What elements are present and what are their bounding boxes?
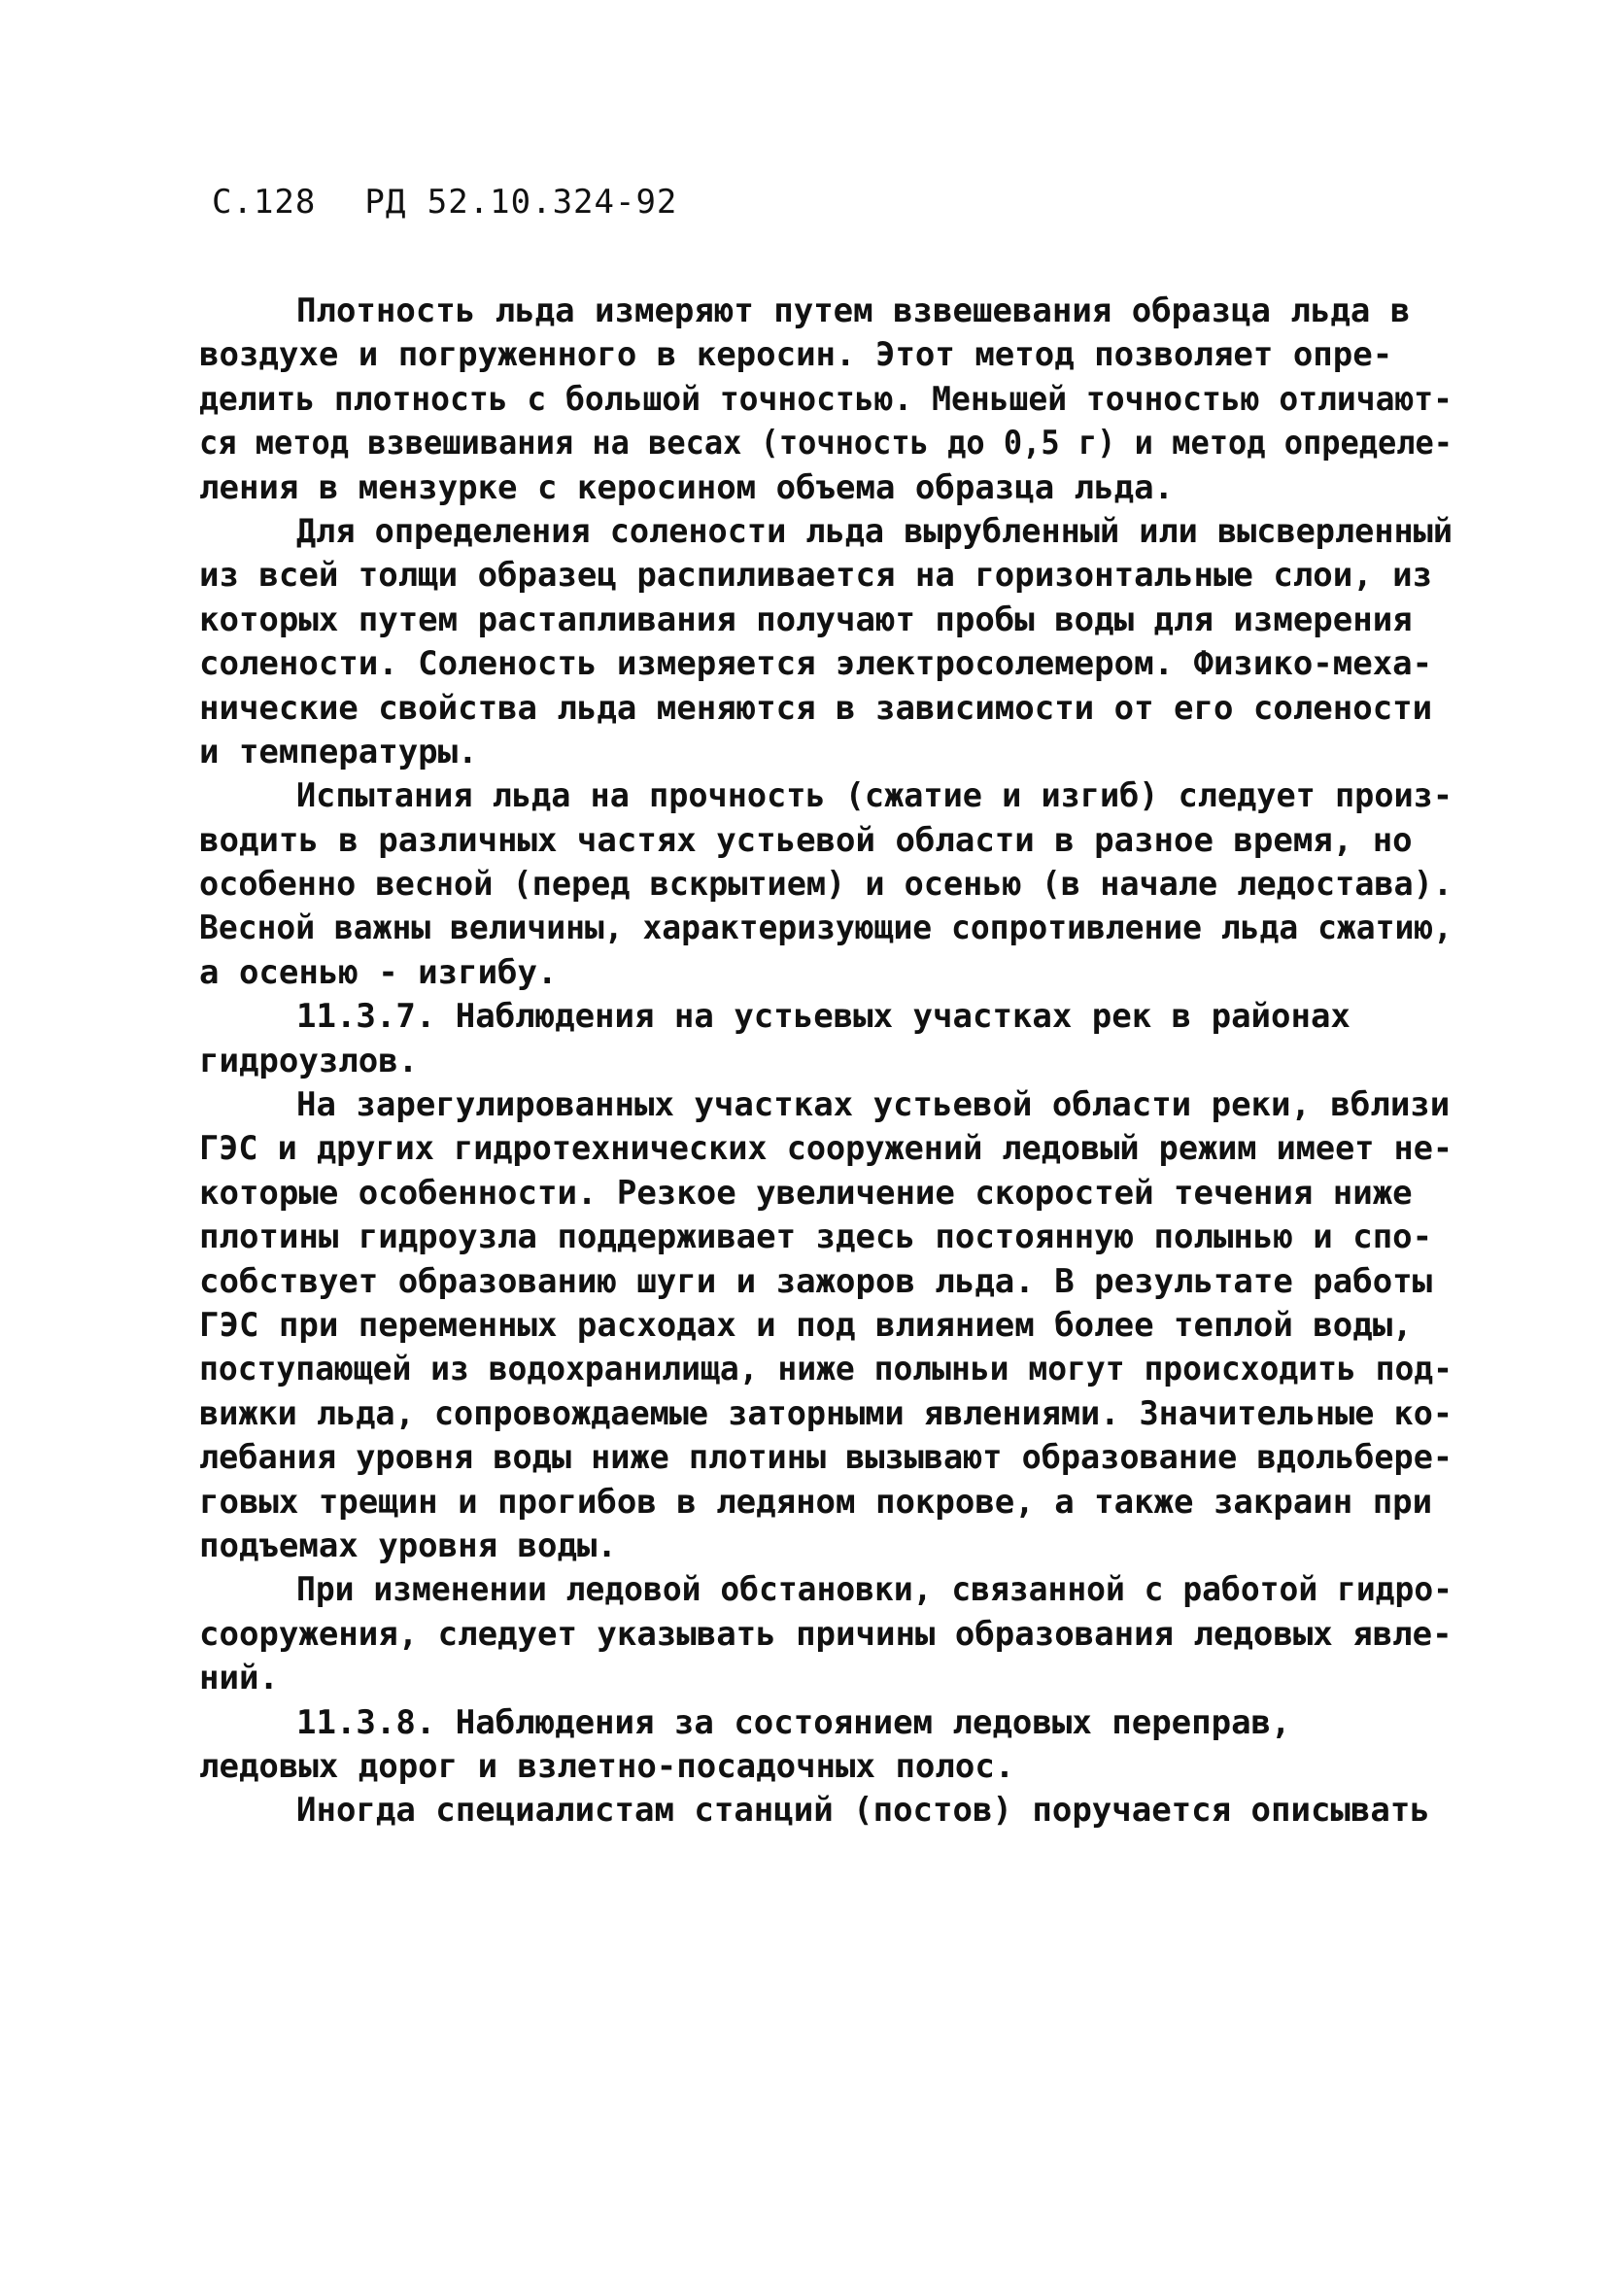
text-line: сооружения, следует указывать причины образования ледовых явле- (199, 1614, 1453, 1654)
text-line: гидроузлов. (199, 1041, 419, 1080)
text-line: ледовых дорог и взлетно-посадочных полос. (199, 1746, 1015, 1786)
text-line: говых трещин и прогибов в ледяном покрове, а также закраин при (199, 1482, 1433, 1522)
text-line: водить в различных частях устьевой области в разное время, но (199, 820, 1413, 860)
text-line: На зарегулированных участках устьевой области реки, вблизи (296, 1085, 1451, 1125)
text-line: поступающей из водохранилища, ниже полыньи могут происходить под- (199, 1350, 1453, 1389)
text-line: подъемах уровня воды. (199, 1525, 617, 1565)
text-line: которые особенности. Резкое увеличение скоростей течения ниже (199, 1173, 1413, 1213)
text-line: вижки льда, сопровождаемые заторными явлениями. Значительные ко- (199, 1393, 1453, 1433)
text-line: Испытания льда на прочность (сжатие и изгиб) следует произ- (296, 776, 1453, 816)
text-line: 11.3.7. Наблюдения на устьевых участках рек в районах (296, 997, 1351, 1037)
text-line: Иногда специалистам станций (постов) поручается описывать (296, 1791, 1430, 1831)
text-line: 11.3.8. Наблюдения за состоянием ледовых переправ, (296, 1702, 1291, 1742)
text-line: которых путем растапливания получают пробы воды для измерения (199, 600, 1413, 639)
page-header (212, 183, 677, 222)
text-line: делить плотность с большой точностью. Меньшей точностью отличают- (199, 379, 1453, 419)
text-line: воздухе и погруженного в керосин. Этот метод позволяет опре- (199, 335, 1393, 375)
text-line: а осенью - изгибу. (199, 952, 558, 992)
text-line: ления в мензурке с керосином объема образца льда. (199, 467, 1175, 507)
page-number: С.128 (212, 183, 317, 222)
text-line: плотины гидроузла поддерживает здесь постоянную полынью и спо- (199, 1217, 1433, 1257)
body-text (199, 290, 1453, 1833)
document-code: РД 52.10.324-92 (364, 183, 678, 222)
text-line: При изменении ледовой обстановки, связанной с работой гидро- (296, 1570, 1453, 1610)
text-line: из всей толщи образец распиливается на горизонтальные слои, из (199, 556, 1433, 596)
text-line: ний. (199, 1659, 279, 1698)
text-line: солености. Соленость измеряется электросолемером. Физико-меха- (199, 644, 1433, 684)
text-line: ГЭС и других гидротехнических сооружений ледовый режим имеет не- (199, 1129, 1453, 1169)
text-line: нические свойства льда меняются в зависимости от его солености (199, 688, 1433, 728)
text-line: Плотность льда измеряют путем взвешевания образца льда в (296, 291, 1411, 330)
text-line: особенно весной (перед вскрытием) и осенью (в начале ледостава). (199, 865, 1453, 905)
text-line: Весной важны величины, характеризующие сопротивление льда сжатию, (199, 908, 1453, 948)
text-line: собствует образованию шуги и зажоров льда. В результате работы (199, 1261, 1433, 1301)
text-line: и температуры. (199, 732, 478, 771)
text-line: Для определения солености льда вырубленный или высверленный (296, 511, 1453, 551)
text-line: ГЭС при переменных расходах и под влиянием более теплой воды, (199, 1305, 1413, 1345)
text-line: лебания уровня воды ниже плотины вызывают образование вдольбере- (199, 1438, 1453, 1478)
text-line: ся метод взвешивания на весах (точность до 0,5 г) и метод определе- (199, 424, 1453, 463)
